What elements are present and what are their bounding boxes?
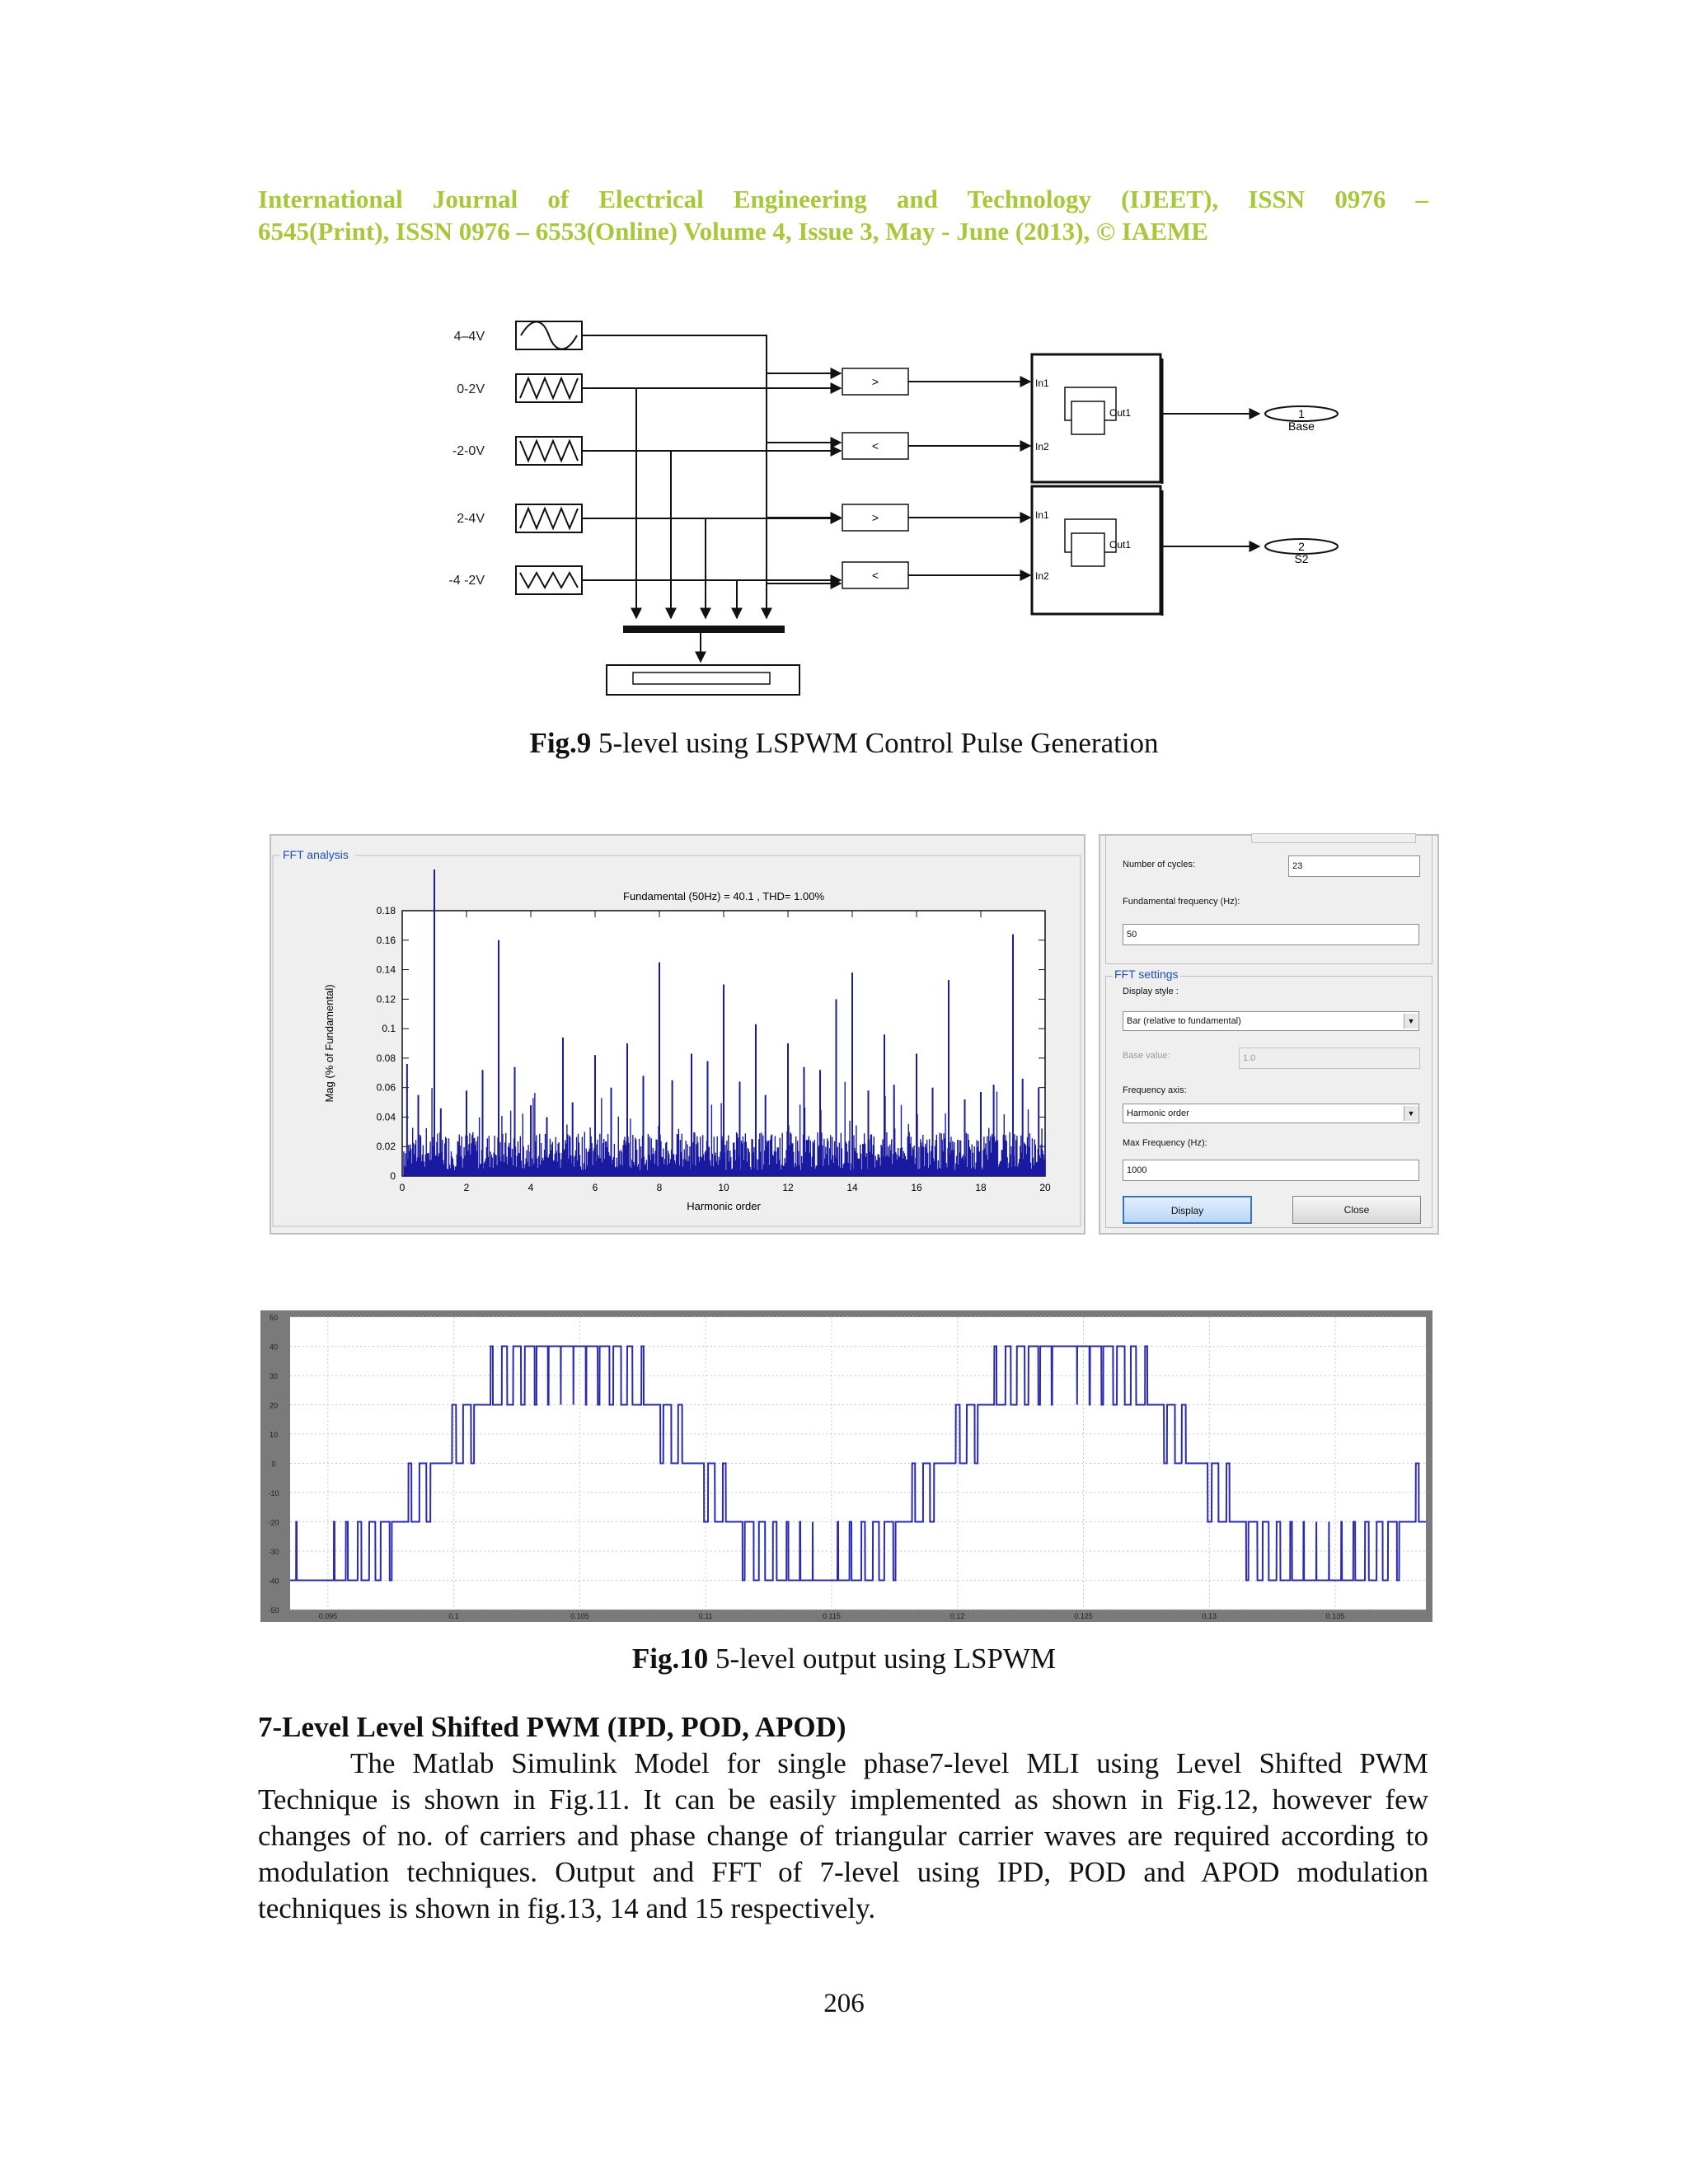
page-number: 206 bbox=[823, 1989, 865, 2018]
base-value-input[interactable]: 1.0 bbox=[1239, 1047, 1420, 1069]
logic-subsystem-2 bbox=[1032, 486, 1162, 616]
paragraph-text: The Matlab Simulink Model for single phase7-level MLI using Level Shifted PWM Technique is shown in Fig.11. It can be easily implemented as shown in Fig.12, however few changes of no. of carriers and phase change of triangular carrier waves are required according to modulation techniques. Output and FFT of 7-level using IPD, POD and APOD modulation techniques is shown in fig.13, 14 and 15 respectively. bbox=[258, 1747, 1428, 1924]
output-port-2-name: S2 bbox=[1294, 552, 1309, 565]
waveform-xtick-label: 0.115 bbox=[822, 1612, 841, 1620]
fundamental-frequency-label: Fundamental frequency (Hz): bbox=[1123, 897, 1240, 907]
fft-xtick-label: 2 bbox=[463, 1182, 470, 1193]
fft-ytick-label: 0.18 bbox=[376, 905, 396, 916]
output-port-1 bbox=[1265, 406, 1338, 433]
comparator-op-3: > bbox=[871, 511, 879, 524]
max-frequency-label: Max Frequency (Hz): bbox=[1123, 1138, 1207, 1148]
triangle-carrier-source-1 bbox=[516, 374, 582, 402]
frequency-axis-select[interactable] bbox=[1123, 1104, 1419, 1123]
comparator-op-2: < bbox=[871, 439, 879, 452]
triangle-carrier-source-4 bbox=[516, 566, 582, 594]
fft-ytick-label: 0.08 bbox=[376, 1052, 396, 1064]
fft-analysis-panel bbox=[270, 834, 1085, 1235]
frequency-axis-label: Frequency axis: bbox=[1123, 1085, 1187, 1095]
display-button[interactable]: Display bbox=[1123, 1196, 1252, 1224]
fig10-caption bbox=[0, 1643, 1688, 1675]
journal-header-line2: 6545(Print), ISSN 0976 – 6553(Online) Volume 4, Issue 3, May - June (2013), © IAEME bbox=[258, 217, 1208, 246]
source-label-4: 2-4V bbox=[457, 512, 485, 526]
output-port-1-num: 1 bbox=[1298, 407, 1305, 420]
fft-xtick-label: 20 bbox=[1039, 1182, 1051, 1193]
comparator-4 bbox=[842, 562, 908, 588]
fft-settings-group bbox=[1105, 968, 1432, 1228]
cycles-input[interactable]: 23 bbox=[1288, 855, 1420, 877]
output-waveform-chart bbox=[260, 1310, 1432, 1622]
waveform-ytick-label: -40 bbox=[268, 1577, 279, 1586]
dropdown-arrow-icon: ▼ bbox=[1404, 1106, 1418, 1121]
waveform-xtick-label: 0.125 bbox=[1074, 1612, 1093, 1620]
fft-ytick-label: 0.12 bbox=[376, 993, 396, 1005]
subsystem2-in2: In2 bbox=[1035, 570, 1049, 582]
triangle-carrier-source-3 bbox=[516, 504, 582, 532]
fft-ylabel: Mag (% of Fundamental) bbox=[323, 984, 335, 1103]
sine-wave-source bbox=[516, 321, 582, 349]
waveform-ytick-label: 20 bbox=[269, 1401, 279, 1410]
scope-block bbox=[607, 665, 799, 695]
max-frequency-input[interactable]: 1000 bbox=[1123, 1160, 1419, 1181]
journal-header-line1: International Journal of Electrical Engineering and Technology (IJEET), ISSN 0976 – bbox=[258, 185, 1428, 213]
fft-settings-title: FFT settings bbox=[1114, 968, 1179, 981]
fft-ytick-label: 0 bbox=[390, 1170, 396, 1182]
waveform-ytick-label: -30 bbox=[268, 1548, 279, 1556]
simulink-diagram bbox=[412, 309, 1360, 705]
fundamental-frequency-input[interactable]: 50 bbox=[1123, 924, 1419, 945]
fft-plot-title: Fundamental (50Hz) = 40.1 , THD= 1.00% bbox=[623, 890, 824, 902]
waveform-ytick-label: -20 bbox=[268, 1518, 279, 1527]
fft-xtick-label: 14 bbox=[846, 1182, 858, 1193]
output-port-2-num: 2 bbox=[1298, 540, 1305, 553]
fft-xtick-label: 4 bbox=[528, 1182, 534, 1193]
fft-xtick-label: 16 bbox=[911, 1182, 922, 1193]
frequency-axis-value: Harmonic order bbox=[1127, 1108, 1189, 1118]
waveform-ytick-label: -50 bbox=[268, 1606, 279, 1615]
subsystem1-out1: Out1 bbox=[1109, 407, 1132, 419]
subsystem2-in1: In1 bbox=[1035, 509, 1049, 521]
subsystem2-out1: Out1 bbox=[1109, 539, 1132, 551]
source-label-2: 0-2V bbox=[457, 382, 485, 396]
fft-ytick-label: 0.1 bbox=[382, 1023, 396, 1035]
logic-subsystem-1 bbox=[1032, 354, 1162, 484]
waveform-xtick-label: 0.1 bbox=[448, 1612, 459, 1620]
body-paragraph bbox=[258, 1746, 1428, 1927]
comparator-op-1: > bbox=[871, 375, 879, 388]
comparator-1 bbox=[842, 368, 908, 395]
comparator-3 bbox=[842, 504, 908, 531]
waveform-xtick-label: 0.095 bbox=[318, 1612, 338, 1620]
fft-settings-sidebar bbox=[1099, 834, 1439, 1235]
display-style-label: Display style : bbox=[1123, 987, 1179, 996]
waveform-ytick-label: 40 bbox=[269, 1343, 279, 1352]
fft-xtick-label: 8 bbox=[656, 1182, 663, 1193]
fft-xtick-label: 0 bbox=[399, 1182, 406, 1193]
fft-xtick-label: 6 bbox=[592, 1182, 598, 1193]
waveform-ytick-label: 50 bbox=[269, 1314, 279, 1322]
close-button[interactable]: Close bbox=[1292, 1196, 1421, 1224]
waveform-ytick-label: -10 bbox=[268, 1489, 279, 1497]
fig10-caption-label: Fig.10 bbox=[631, 1643, 709, 1675]
section-title: 7-Level Level Shifted PWM (IPD, POD, APOD) bbox=[258, 1711, 846, 1743]
fft-panel-title: FFT analysis bbox=[283, 848, 349, 861]
fft-xtick-label: 18 bbox=[975, 1182, 987, 1193]
base-value-label: Base value: bbox=[1123, 1051, 1170, 1061]
waveform-xtick-label: 0.13 bbox=[1202, 1612, 1217, 1620]
triangle-carrier-source-2 bbox=[516, 437, 582, 465]
waveform-ytick-label: 10 bbox=[269, 1431, 279, 1439]
source-label-1: 4–4V bbox=[453, 330, 485, 344]
fft-ytick-label: 0.14 bbox=[376, 963, 396, 976]
cycles-label: Number of cycles: bbox=[1123, 860, 1196, 869]
output-port-2 bbox=[1265, 539, 1338, 565]
fig10-caption-text: 5-level output using LSPWM bbox=[708, 1643, 1057, 1675]
fig9-caption bbox=[0, 727, 1688, 760]
fft-ytick-label: 0.16 bbox=[376, 934, 396, 946]
fft-chart bbox=[271, 836, 1084, 1233]
waveform-xtick-label: 0.105 bbox=[570, 1612, 589, 1620]
comparator-op-4: < bbox=[871, 569, 879, 582]
fft-ytick-label: 0.06 bbox=[376, 1081, 396, 1094]
fft-ytick-label: 0.04 bbox=[376, 1111, 396, 1123]
fft-xlabel: Harmonic order bbox=[687, 1200, 761, 1212]
waveform-xtick-label: 0.11 bbox=[698, 1612, 713, 1620]
subsystem1-in2: In2 bbox=[1035, 441, 1049, 452]
waveform-xtick-label: 0.135 bbox=[1325, 1612, 1345, 1620]
journal-header bbox=[258, 183, 1428, 247]
display-style-value: Bar (relative to fundamental) bbox=[1127, 1016, 1241, 1026]
fig9-caption-label: Fig.9 bbox=[529, 727, 592, 759]
waveform-ytick-label: 30 bbox=[269, 1372, 279, 1380]
fft-ytick-label: 0.02 bbox=[376, 1141, 396, 1153]
fig9-caption-text: 5-level using LSPWM Control Pulse Generation bbox=[591, 727, 1159, 759]
source-label-5: -4 -2V bbox=[448, 574, 485, 588]
waveform-xtick-label: 0.12 bbox=[950, 1612, 965, 1620]
start-time-field[interactable] bbox=[1251, 833, 1416, 843]
dropdown-arrow-icon: ▼ bbox=[1404, 1014, 1418, 1029]
subsystem1-in1: In1 bbox=[1035, 377, 1049, 389]
signal-settings-group bbox=[1105, 834, 1432, 964]
fft-xtick-label: 12 bbox=[782, 1182, 794, 1193]
source-label-3: -2-0V bbox=[452, 444, 485, 458]
fft-xtick-label: 10 bbox=[718, 1182, 729, 1193]
mux-block bbox=[623, 626, 785, 633]
comparator-2 bbox=[842, 433, 908, 459]
waveform-ytick-label: 0 bbox=[271, 1460, 276, 1469]
display-style-select[interactable] bbox=[1123, 1011, 1419, 1031]
output-port-1-name: Base bbox=[1288, 419, 1315, 433]
